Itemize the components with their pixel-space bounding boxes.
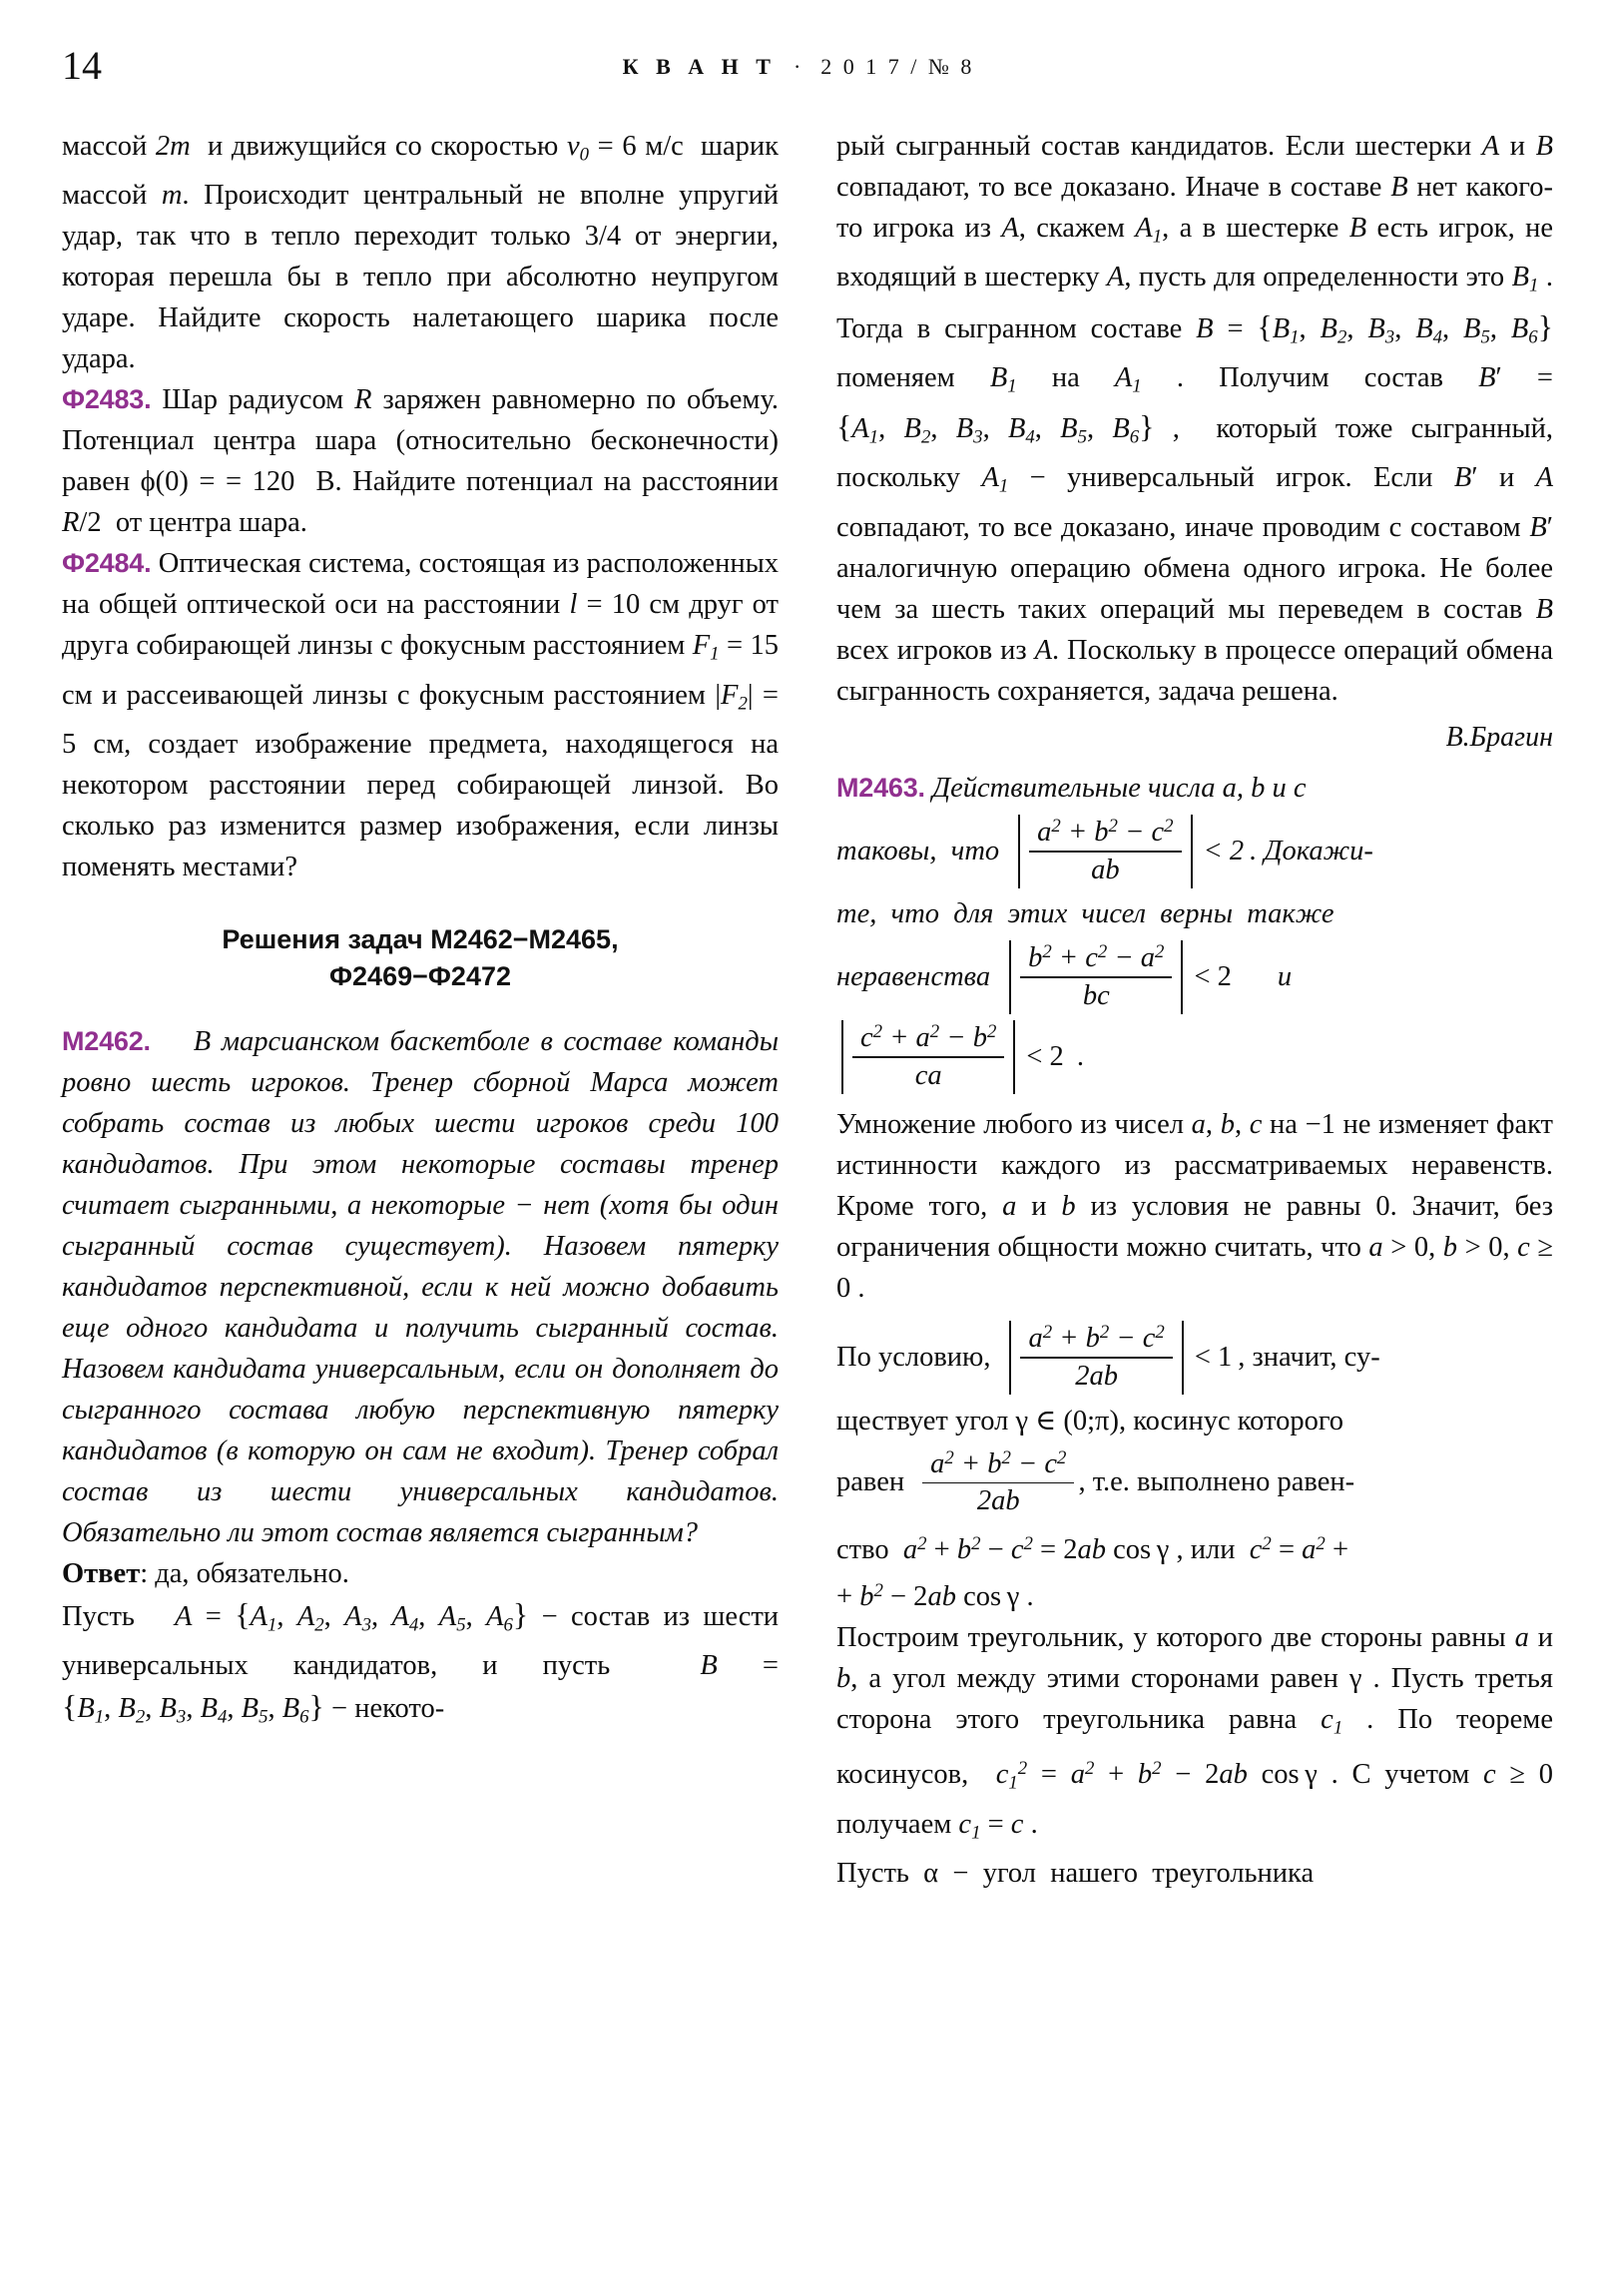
m2463-solution-para-1: Умножение любого из чисел a, b, c на −1 не изменяет факт истинности каждого из рассматриваемых неравенств. Кроме того, a и b из условия не равны 0. Значит, без ограничения общности можно считать, что a > 0, b > 0, c ≥ 0 . (836, 1108, 1554, 1304)
fraction-3: $\frac{c^2 + a^2 - b^2}{ca}$ (852, 1021, 1004, 1091)
problem-label-m2462: М2462. (62, 1025, 151, 1056)
solutions-heading-line-2: Ф2469−Ф2472 (329, 960, 511, 991)
m2463-solution-line-2: ществует угол γ ∈ (0;π), косинус которого (836, 1405, 1344, 1436)
m2463-solution-line-5: + $b^2 - 2ab$ cos γ . (836, 1580, 1034, 1613)
continued-physics-problem: массой 2m и движущийся со скоростью $v_0 = 6$ м/с шарик массой m. Происходит центральный не вполне упругий удар, так что в тепло переходит только 3/4 от энергии, которая перешла бы в тепло при абсолютно неупругом ударе. Найдите скорость налетающего шарика после удара. (62, 131, 780, 375)
m2462-proof-continuation: рый сыгранный состав кандидатов. Если шестерки A и B совпадают, то все доказано. Иначе в составе B нет какого-то игрока из A, скажем $A_1$, а в шестерке B есть игрок, не входящий в шестерку A, пусть для определенности это $B_1$ . Тогда в сыгранном составе $B = \{B_1$, $B_2$, $B_3$, $B_4$, $B_5$, $B_6$} поменяем $B_1$ на $A_1$ . Получим состав $B' = \{A_1$, $B_2$, $B_3$, $B_4$, $B_5$, $B_6$} , который тоже сыгранный, поскольку $A_1$ − универсальный игрок. Если B′ и A совпадают, то все доказано, иначе проводим с составом B′ аналогичную операцию обмена одного игрока. Не более чем за шесть таких операций мы переведем в состав B всех игроков из A. Поскольку в процессе операций обмена сыгранность сохраняется, задача решена. (836, 131, 1554, 707)
problem-label-f2483: Ф2483. (62, 384, 152, 415)
issue-label: 2 0 1 7 / № 8 (820, 54, 975, 79)
running-title (62, 54, 1535, 80)
journal-name: К В А Н Т (622, 54, 777, 79)
problem-f2483: Ф2483. Шар радиусом R заряжен равномерно по объему. Потенциал центра шара (относительно бесконечности) равен ϕ(0) = = 120 В. Найдите потенциал на расстоянии R/2 от центра шара. (62, 384, 779, 539)
fraction-4: $\frac{a^2 + b^2 - c^2}{2ab}$ (1020, 1322, 1172, 1392)
two-column-body (62, 126, 1554, 1894)
m2463-solution-line-4: ство $a^2 + b^2 - c^2 = 2ab$ cos γ , или $c^2 = a^2$ + (836, 1533, 1349, 1566)
answer-label: Ответ (62, 1557, 141, 1589)
m2463-solution-para-3: Пусть α − угол нашего треугольника (836, 1857, 1315, 1889)
answer-text: : да, обязательно. (140, 1557, 349, 1589)
solutions-heading-line-1: Решения задач М2462−М2465, (222, 923, 619, 954)
solutions-section-heading (62, 921, 779, 995)
fraction-1: $\frac{a^2 + b^2 - c^2}{ab}$ (1029, 816, 1181, 885)
author-signature: В.Брагин (1445, 721, 1553, 753)
page-header (62, 43, 1535, 104)
left-column (62, 126, 779, 1894)
problem-label-m2463: М2463. (836, 772, 925, 803)
m2463-formula-3: $\frac{c^2 + a^2 - b^2}{ca}$ < 2 . (836, 1020, 1553, 1094)
problem-label-f2484: Ф2484. (62, 548, 152, 579)
fraction-5: $\frac{a^2 + b^2 - c^2}{2ab}$ (922, 1447, 1074, 1517)
problem-f2484: Ф2484. Оптическая система, состоящая из расположенных на общей оптической оси на расстоянии l = 10 см друг от друга собирающей линзы с фокусным расстоянием $F_1 = 15$ см и рассеивающей линзы с фокусным расстоянием $|F_2| = 5$ см, создает изображение предмета, находящегося на некотором расстоянии перед собирающей линзой. Во сколько раз изменится размер изображения, если линзы поменять местами? (62, 548, 779, 882)
problem-m2462-statement: М2462. В марсианском баскетболе в составе команды ровно шесть игроков. Тренер сборной Марса может собрать состав из любых шести игроков среди 100 кандидатов. При этом некоторые составы тренер считает сыгранными, а некоторые − нет (хотя бы один сыгранный состав существует). Назовем пятерку кандидатов перспективной, если к ней можно добавить еще одного кандидата и получить сыгранный состав. Назовем кандидата универсальным, если он дополняет до сыгранного состава любую перспективную пятерку кандидатов (в которую он сам не входит). Тренер собрал состав из шести универсальных кандидатов. Обязательно ли этот состав является сыгранным? (62, 1025, 779, 1548)
page-number: 14 (62, 43, 102, 88)
problem-m2462-answer (62, 1553, 779, 1594)
problem-m2463-statement-part1: М2463. Действительные числа a, b и c (836, 772, 1307, 804)
m2463-formula-1-row: таковы, что $\frac{a^2 + b^2 - c^2}{ab}$ < 2 . Докажи- (836, 815, 1553, 888)
m2463-solution-para-2: Построим треугольник, у которого две стороны равны a и b, а угол между этими сторонами равен γ . Пусть третья сторона этого треугольника равна $c_1$ . По теореме косинусов, $c_1^2 = a^2 + b^2 - 2ab$ cos γ . С учетом c ≥ 0 получаем $c_1 = c$ . (836, 1622, 1554, 1843)
problem-m2462-proof-start: Пусть $A = \{A_1$, $A_2$, $A_3$, $A_4$, $A_5$, $A_6$} − состав из шести универсальных кандидатов, и пусть $B = \{B_1$, $B_2$, $B_3$, $B_4$, $B_5$, $B_6$} − некото- (62, 1596, 780, 1728)
m2463-formula-2-row: те, что для этих чисел верны также (836, 897, 1334, 929)
fraction-2: $\frac{b^2 + c^2 - a^2}{bc}$ (1020, 941, 1172, 1011)
m2463-formula-2: неравенства $\frac{b^2 + c^2 - a^2}{bc}$ < 2 и (836, 940, 1553, 1014)
header-separator: · (793, 54, 804, 79)
m2463-uslovie-row: По условию, $\frac{a^2 + b^2 - c^2}{2ab}$ < 1 , значит, су- (836, 1321, 1553, 1395)
m2463-ravan-row: равен $\frac{a^2 + b^2 - c^2}{2ab}$ , т.е. выполнено равен- (836, 1446, 1355, 1517)
m2463-conjunction: и (1277, 960, 1293, 992)
right-column (836, 126, 1553, 1894)
